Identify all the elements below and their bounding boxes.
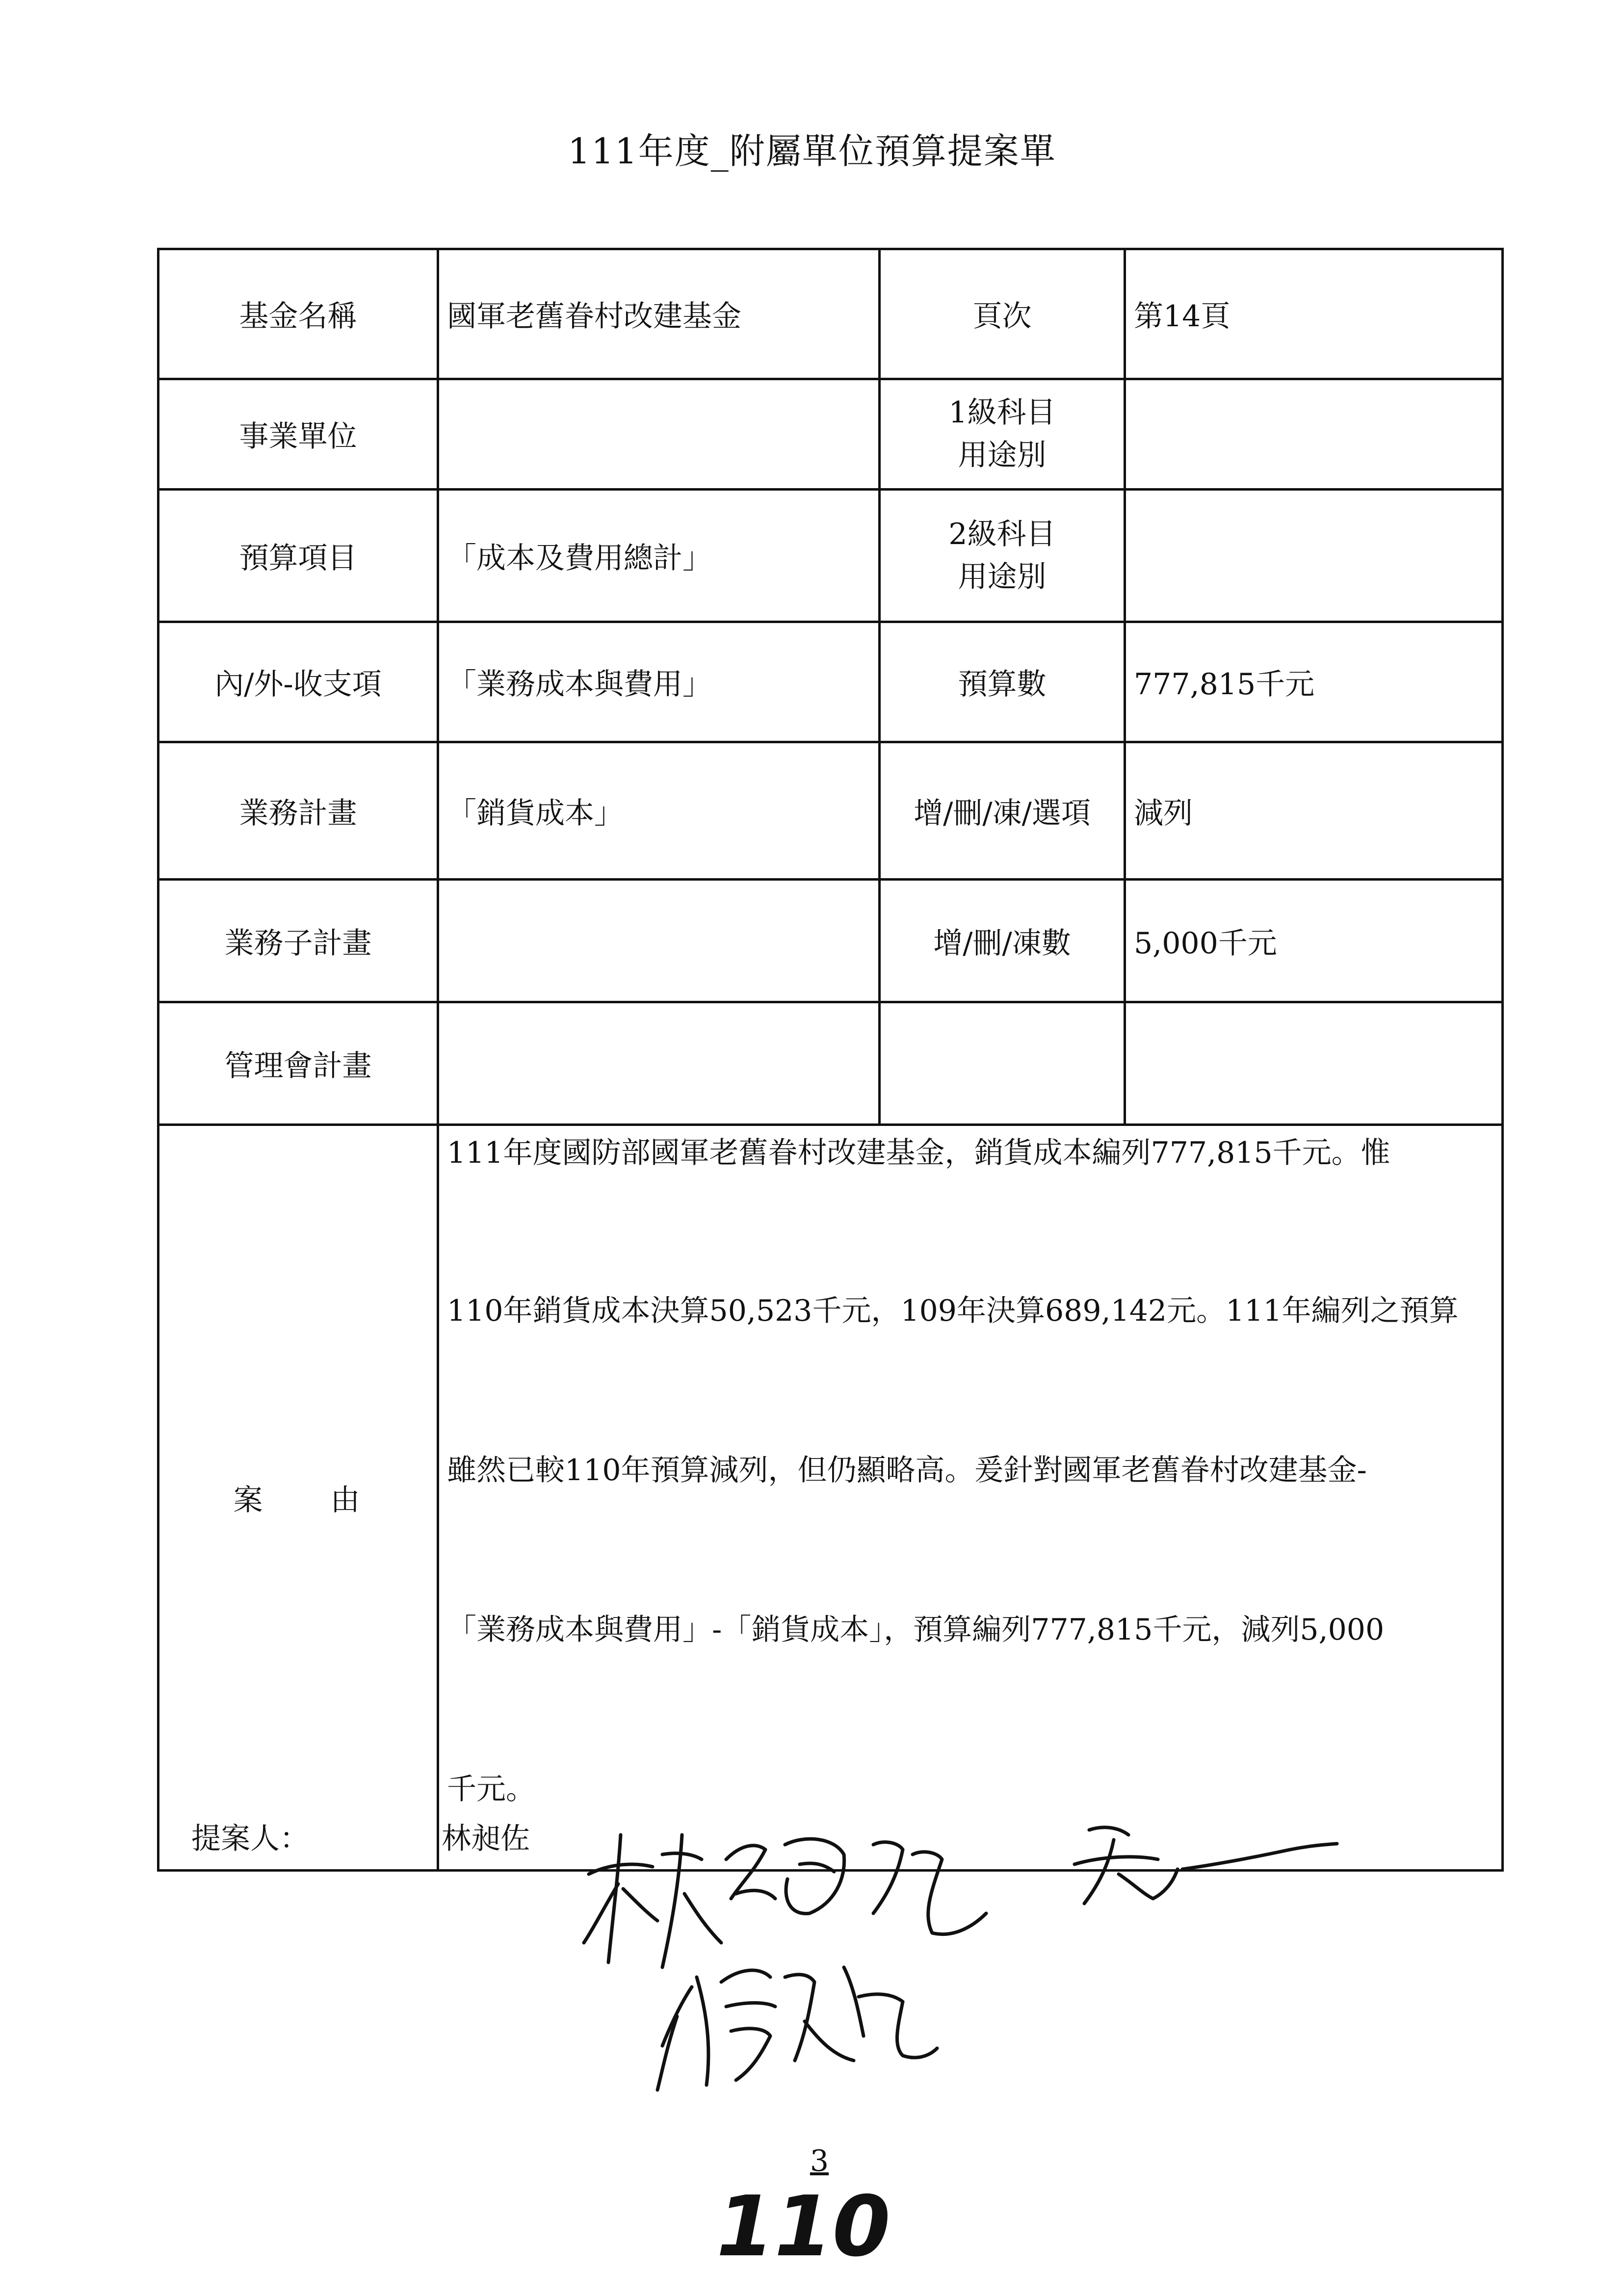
proposer-label: 提案人： xyxy=(191,1822,309,1856)
level2-label xyxy=(880,490,1125,622)
signature-3 xyxy=(648,1938,942,2100)
sub-plan-value xyxy=(438,880,880,1002)
row-income-expense xyxy=(158,622,1503,742)
level1-label-line1: 1級科目 xyxy=(948,395,1056,430)
reason-line: 110年銷貨成本決算50,523千元，109年決算689,142元。111年編列之預算 xyxy=(447,1294,1459,1328)
level1-value xyxy=(1125,379,1503,490)
row-reason xyxy=(158,1125,1503,1871)
mgmt-plan-label: 管理會計畫 xyxy=(158,1002,438,1125)
business-plan-value: 「銷貨成本」 xyxy=(438,742,880,880)
reason-line: 「業務成本與費用」-「銷貨成本」，預算編列777,815千元，減列5,000 xyxy=(447,1613,1385,1647)
reason-line: 111年度國防部國軍老舊眷村改建基金，銷貨成本編列777,815千元。惟 xyxy=(447,1136,1390,1170)
document-title: 111年度_附屬單位預算提案單 xyxy=(568,130,1056,172)
fund-name-value: 國軍老舊眷村改建基金 xyxy=(438,249,880,379)
reason-line: 雖然已較110年預算減列，但仍顯略高。爰針對國軍老舊眷村改建基金- xyxy=(447,1453,1367,1487)
row-fund-name xyxy=(158,249,1503,379)
mgmt-plan-value xyxy=(438,1002,880,1125)
row-business-unit xyxy=(158,379,1503,490)
budget-amount-label: 預算數 xyxy=(880,622,1125,742)
action-option-value: 減列 xyxy=(1125,742,1503,880)
business-plan-label: 業務計畫 xyxy=(158,742,438,880)
budget-amount-value: 777,815千元 xyxy=(1125,622,1503,742)
budget-item-value: 「成本及費用總計」 xyxy=(438,490,880,622)
reason-line: 千元。 xyxy=(447,1772,535,1806)
income-expense-value: 「業務成本與費用」 xyxy=(438,622,880,742)
budget-item-label: 預算項目 xyxy=(158,490,438,622)
income-expense-label: 內/外-收支項 xyxy=(158,622,438,742)
mgmt-extra-label xyxy=(880,1002,1125,1125)
level2-label-line1: 2級科目 xyxy=(948,517,1056,551)
fund-name-label: 基金名稱 xyxy=(158,249,438,379)
level1-label xyxy=(880,379,1125,490)
page-number: 3 xyxy=(810,2144,829,2178)
level1-label-line2: 用途別 xyxy=(958,438,1047,472)
proposal-form-table xyxy=(157,248,1504,1872)
reason-label: 案 由 xyxy=(158,1125,438,1871)
business-unit-label: 事業單位 xyxy=(158,379,438,490)
row-budget-item xyxy=(158,490,1503,622)
sub-plan-label: 業務子計畫 xyxy=(158,880,438,1002)
action-option-label: 增/刪/凍/選項 xyxy=(880,742,1125,880)
proposer-name: 林昶佐 xyxy=(442,1822,530,1856)
level2-label-line2: 用途別 xyxy=(958,559,1047,594)
row-sub-plan xyxy=(158,880,1503,1002)
row-mgmt-plan xyxy=(158,1002,1503,1125)
page-label: 頁次 xyxy=(880,249,1125,379)
row-business-plan xyxy=(158,742,1503,880)
level2-value xyxy=(1125,490,1503,622)
action-amount-value: 5,000千元 xyxy=(1125,880,1503,1002)
business-unit-value xyxy=(438,379,880,490)
handwritten-number: 110 xyxy=(716,2178,891,2275)
mgmt-extra-value xyxy=(1125,1002,1503,1125)
signature-2 xyxy=(1070,1810,1344,1918)
action-amount-label: 增/刪/凍數 xyxy=(880,880,1125,1002)
page-value: 第14頁 xyxy=(1125,249,1503,379)
reason-text xyxy=(438,1125,1503,1871)
